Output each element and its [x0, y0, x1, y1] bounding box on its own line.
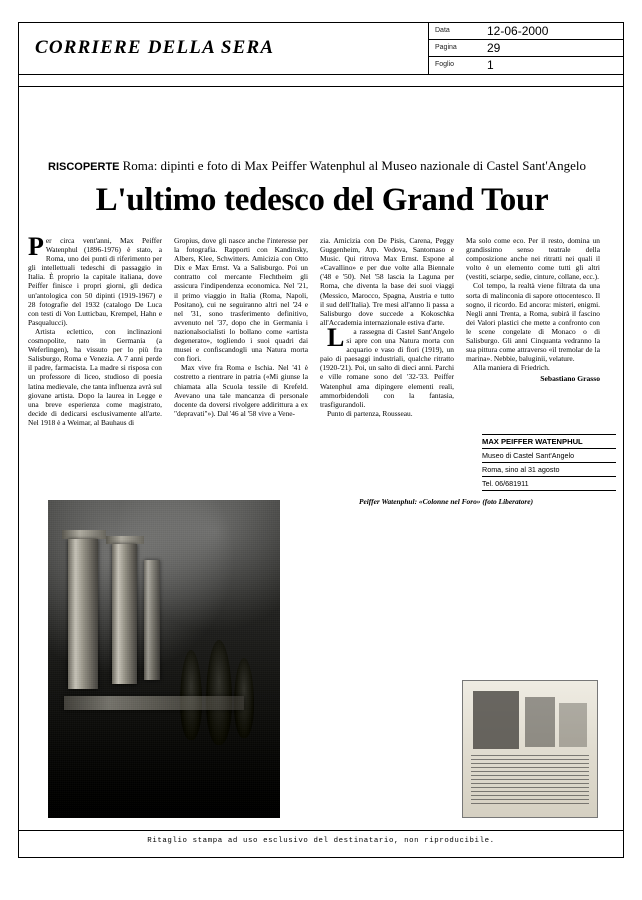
infobox-venue: Museo di Castel Sant'Angelo — [482, 449, 616, 463]
paragraph — [28, 232, 162, 327]
paragraph — [320, 409, 454, 418]
paragraph — [466, 236, 600, 281]
photo-grain — [48, 500, 280, 818]
infobox-phone: Tel. 06/681911 — [482, 477, 616, 491]
meta-row-foglio — [429, 57, 623, 74]
footer-notice: Ritaglio stampa ad uso esclusivo del destinatario, non riproducibile. — [147, 837, 495, 845]
infobox-title: MAX PEIFFER WATENPHUL — [482, 435, 616, 449]
thumb-shape — [473, 691, 519, 749]
meta-row-data — [429, 23, 623, 40]
meta-value-foglio: 1 — [487, 58, 494, 72]
thumb-shape — [559, 703, 587, 747]
paragraph — [466, 281, 600, 363]
clipping-meta-box — [428, 23, 623, 74]
thumb-texture — [471, 755, 589, 807]
paragraph-text: Max vive fra Roma e Ischia. Nel '41 è costretto a rientrare in patria («Mi giunse la chiamata alla Scuola tessile di Krefeld. Avevano una tale mancanza di personale docente da doversi rivolgere addirittura a ex "depravati"»). Dal '46 al '58 vive a Vene- — [174, 363, 308, 418]
paragraph-text: Alla maniera di Friedrich. — [473, 363, 550, 373]
article-photo — [48, 500, 280, 818]
article-column-3 — [320, 236, 454, 427]
meta-label-foglio: Foglio — [435, 61, 455, 68]
article-column-4 — [466, 236, 600, 427]
paragraph-text: Artista eclettico, con inclinazioni cosmopolite, nato in Germania (a Weferlingen), ha vissuto per lo più fra Salisburgo, Roma e Venezia. A 7 anni perde il padre, farmacista. La madre si risposa con un professore di liceo, studioso di poesia latina medievale, che tanta influenza avrà sul giovane artista. Dopo la laurea in Legge e una breve esperienza come magistrato, decide di dedicarsi esclusivamente all'arte. Nel 1918 è a Weimar, al Bauhaus di — [28, 326, 162, 427]
photo-image — [48, 500, 280, 818]
paragraph-text: er circa vent'anni, Max Peiffer Watenphul (1896-1976) è stato, a Roma, uno dei punti di riferimento per gli intellettuali tedeschi di passaggio in Italia. È proprio la capitale italiana, dove Peiffer finisce i propri giorni, gli dedica un'antologica con 50 dipinti (1919-1967) e 28 fotografie del 1932 (catalogo De Luca con testi di Von Lutticbau, Krempel, Hahn e Pasqualucci). — [28, 236, 162, 327]
paragraph-text: Punto di partenza, Rousseau. — [327, 408, 413, 418]
secondary-thumbnail — [462, 680, 598, 818]
article-body — [28, 232, 616, 427]
article-column-1 — [28, 232, 162, 427]
dropcap-2: L — [327, 322, 345, 352]
paragraph — [320, 236, 454, 327]
dropcap-1: P — [28, 232, 44, 261]
meta-label-data: Data — [435, 27, 450, 34]
paragraph — [174, 236, 308, 363]
masthead — [19, 23, 623, 75]
paragraph — [28, 327, 162, 427]
article-column-2 — [174, 236, 308, 427]
article-byline: Sebastiano Grasso — [540, 374, 600, 384]
infobox-dates: Roma, sino al 31 agosto — [482, 463, 616, 477]
page-title: L'ultimo tedesco del Grand Tour — [95, 182, 549, 218]
paragraph-text: a rassegna di Castel Sant'Angelo si apre con una Natura morta con acquario e vaso di fiori (1919), un paio di paesaggi industriali, qualche ritratto (1920-'21). Poi, un salto di dieci anni. Parchi e ville romane sono del '32-'33. Peiffer Watenphul ama dipingere elementi reali, ammorbidendoli con la fantasia, trasfigurandoli. — [320, 326, 454, 409]
thumbnail-image — [463, 681, 597, 817]
paragraph-text: Gropius, dove gli nasce anche l'interesse per la fotografia. Rapporti con Kandinsky, Albers, Klee, Schwitters. Amicizia con Otto Dix e Max Ernst. Va a Salisburgo. Poi un contratto col mercante Flechtheim gli assicura l'indipendenza economica. Nel '21, il primo viaggio in Italia (Roma, Napoli, Positano), cui ne seguiranno altri nel '24 e nel '31, sono trasferimento definitivo, avvenuto nel '37, dopo che in Germania i nazionalsocialisti lo bollano come «artista degenerato», togliendo i suoi quadri dai musei e confiscandogli una Natura morta con fiori. — [174, 236, 308, 364]
kicker-label: RISCOPERTE — [48, 161, 120, 173]
meta-row-pagina — [429, 40, 623, 57]
meta-value-data: 12-06-2000 — [487, 24, 549, 38]
footer-divider — [19, 830, 623, 831]
kicker-text: Roma: dipinti e foto di Max Peiffer Watenphul al Museo nazionale di Castel Sant'Angelo — [122, 158, 586, 173]
newspaper-title: CORRIERE DELLA SERA — [35, 37, 275, 58]
header-divider — [19, 86, 623, 87]
thumb-shape — [525, 697, 555, 747]
exhibition-infobox — [482, 434, 616, 491]
paragraph — [174, 363, 308, 418]
paragraph-text: Ma solo come eco. Per il resto, domina un grandissimo senso teatrale della composizione anche nei ritratti nei quali il volto è un elemento come tutti gli altri (vestiti, sciarpe, sedie, cinture, collane, ecc.). — [466, 236, 600, 282]
paragraph-text: Col tempo, la realtà viene filtrata da una sorta di malinconia di sapore ottocentesco. Il sogno, il ricordo. Ed ancora: misteri, enigmi. Negli anni Trenta, a Roma, subirà il fascino dei Valori plastici che mette a confronto con le scene congelate di Monaco o di Salisburgo. Gli anni Cinquanta vedranno la sua pittura come attraverso «il tremolar de la marina». Nebbie, baluginii, velature. — [466, 281, 600, 364]
meta-value-pagina: 29 — [487, 41, 501, 55]
paragraph — [466, 363, 600, 372]
paragraph-text: zia. Amicizia con De Pisis, Carena, Peggy Guggenheim, Arp. Vedova, Santomaso e Music. Qui ritrova Max Ernst. Espone al «Cavallino» e per due volte alla Biennale ('48 e '50). Nel '58 lascia la Laguna per Roma, che diventa la base dei suoi viaggi (Messico, Marocco, Spagna, Austria e tutto il sud dell'Italia). Tre mesi all'anno li passa a Salisburgo dove succede a Kokoschka all'Accademia internazionale estiva d'arte. — [320, 236, 454, 327]
photo-caption: Peiffer Watenphul: «Colonne nel Foro» (foto Liberatore) — [358, 497, 534, 506]
article-kicker — [48, 158, 596, 174]
meta-label-pagina: Pagina — [435, 44, 457, 51]
paragraph — [320, 322, 454, 409]
